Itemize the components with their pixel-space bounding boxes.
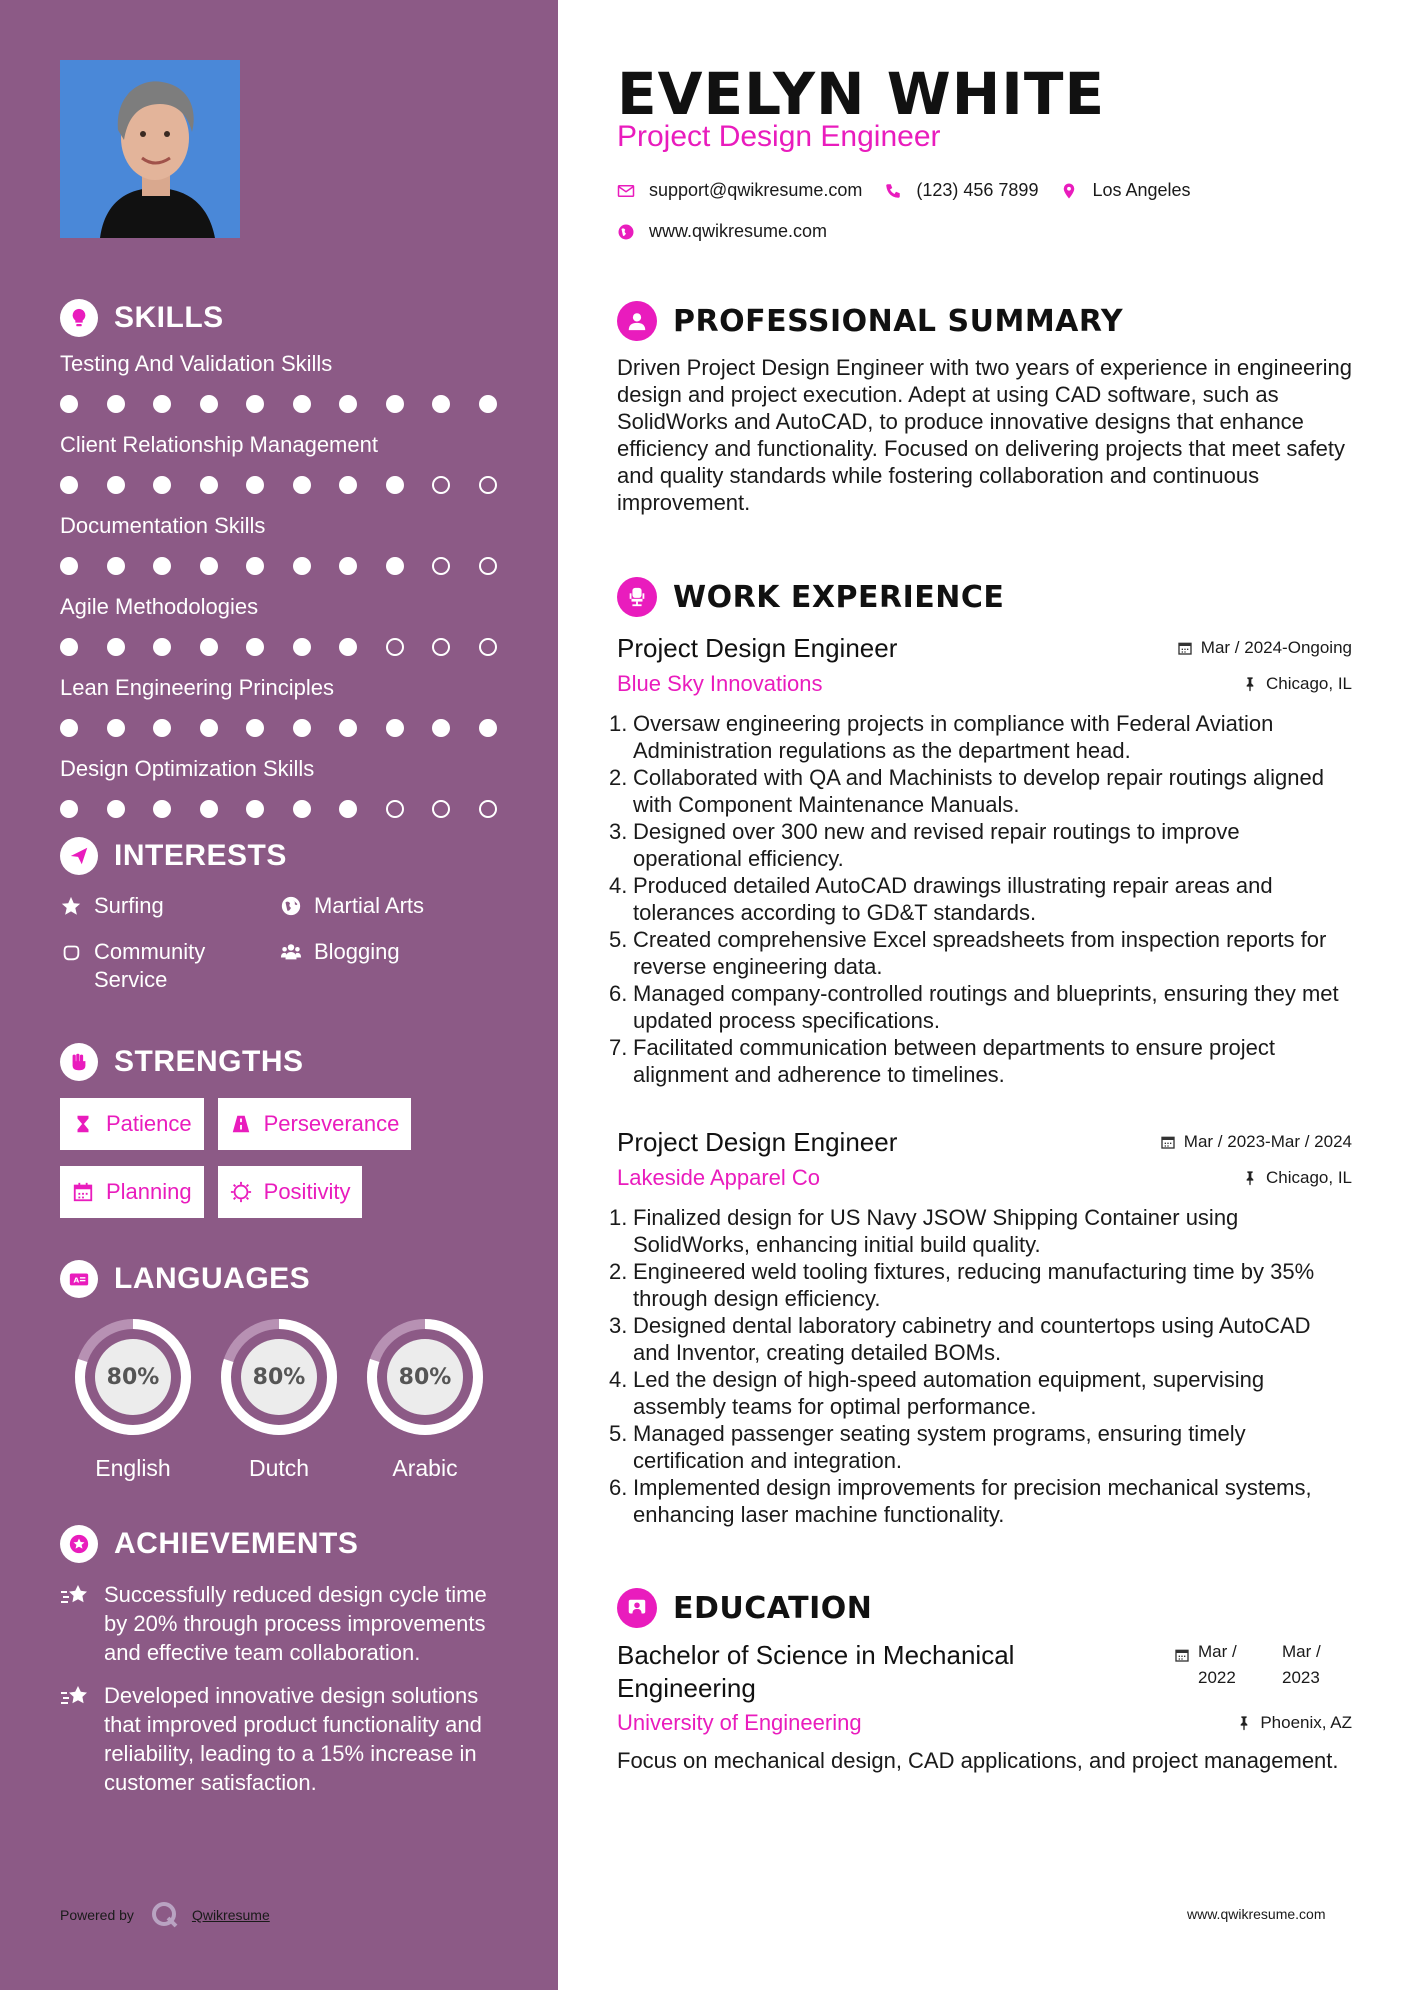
- language-percent: 80%: [252, 1364, 306, 1390]
- skill-rating: [60, 630, 510, 664]
- interest-label: Community Service: [94, 939, 206, 992]
- job-dates-text: Mar / 2024-Ongoing: [1200, 638, 1352, 657]
- job-company-row: [617, 666, 1352, 702]
- bullet-text: Engineered weld tooling fixtures, reducing manufacturing time by 35% through design efficiency.: [633, 1259, 1315, 1311]
- strength-label: Patience: [106, 1111, 192, 1136]
- rating-dot-filled: [200, 800, 218, 818]
- skill-item: [60, 430, 510, 502]
- bullet-text: Implemented design improvements for precision mechanical systems, enhancing laser machine functionality.: [633, 1475, 1312, 1527]
- languages-heading: [60, 1257, 510, 1301]
- education-heading: [617, 1585, 1352, 1631]
- education-description: Focus on mechanical design, CAD applications, and project management.: [617, 1748, 1339, 1773]
- rating-dot-empty: [432, 476, 450, 494]
- calendar-icon: [1174, 1647, 1190, 1663]
- job-bullets: [609, 710, 1352, 1088]
- bullet-text: Facilitated communication between departments to ensure project alignment and adherence to timelines.: [633, 1035, 1276, 1087]
- education-section: [617, 1585, 1352, 1774]
- pushpin-icon: [1242, 676, 1258, 692]
- job-bullet: [609, 980, 1352, 1034]
- job-bullet: [609, 872, 1352, 926]
- interest-label: Martial Arts: [314, 893, 425, 918]
- bullet-text: Led the design of high-speed automation equipment, supervising assembly teams for optimal performance.: [633, 1367, 1265, 1419]
- rating-dot-filled: [200, 476, 218, 494]
- interest-item: [280, 938, 500, 994]
- job-location: [1242, 1168, 1352, 1188]
- bullet-number: 6.: [609, 981, 628, 1006]
- job-header: [617, 1124, 1352, 1160]
- rating-dot-filled: [107, 395, 125, 413]
- bullet-number: 1.: [609, 711, 628, 736]
- language-icon: [60, 1260, 98, 1298]
- rating-dot-filled: [60, 719, 78, 737]
- bullet-number: 6.: [609, 1475, 628, 1500]
- job-bullet: [609, 1420, 1352, 1474]
- bullet-number: 5.: [609, 927, 628, 952]
- strength-label: Perseverance: [263, 1111, 400, 1136]
- rating-dot-filled: [107, 800, 125, 818]
- skill-rating: [60, 387, 510, 421]
- interest-label: Blogging: [314, 939, 400, 964]
- shooting-star-icon: [60, 1582, 90, 1610]
- calendar-icon: [72, 1181, 94, 1203]
- job-entry: [609, 1124, 1352, 1528]
- job-bullet: [609, 1258, 1352, 1312]
- bullet-number: 2.: [609, 1259, 628, 1284]
- rating-dot-empty: [479, 557, 497, 575]
- skill-name: Documentation Skills: [60, 513, 266, 538]
- website-text: www.qwikresume.com: [649, 221, 828, 241]
- job-title: Project Design Engineer: [617, 1126, 898, 1157]
- company-name: Lakeside Apparel Co: [617, 1165, 821, 1190]
- job-dates: [1177, 638, 1352, 658]
- skill-rating: [60, 468, 510, 502]
- rating-dot-filled: [60, 557, 78, 575]
- skill-name: Design Optimization Skills: [60, 756, 315, 781]
- contact-phone[interactable]: [884, 180, 1038, 201]
- company-name: Blue Sky Innovations: [617, 671, 823, 696]
- job-bullet: [609, 1474, 1352, 1528]
- rating-dot-filled: [386, 476, 404, 494]
- language-progress-ring: [363, 1315, 487, 1439]
- rating-dot-filled: [386, 557, 404, 575]
- rating-dot-filled: [293, 638, 311, 656]
- skill-item: [60, 673, 510, 745]
- interests-section: [60, 834, 510, 994]
- rating-dot-empty: [386, 638, 404, 656]
- skill-name: Testing And Validation Skills: [60, 351, 333, 376]
- summary-heading: [617, 298, 1352, 344]
- education-dates: [1174, 1639, 1352, 1705]
- bullet-text: Designed dental laboratory cabinetry and countertops using AutoCAD and Inventor, creating detailed BOMs.: [633, 1313, 1311, 1365]
- skill-name: Lean Engineering Principles: [60, 675, 334, 700]
- email-text: support@qwikresume.com: [649, 180, 863, 200]
- rating-dot-filled: [339, 395, 357, 413]
- achievements-section: [60, 1522, 510, 1797]
- education-end-date: Mar / 2023: [1282, 1642, 1321, 1687]
- candidate-name: EVELYN WHITE: [617, 60, 1106, 128]
- rating-dot-empty: [432, 638, 450, 656]
- location-text: Los Angeles: [1092, 180, 1191, 200]
- candidate-role: Project Design Engineer: [617, 120, 941, 153]
- interest-item: [60, 938, 280, 994]
- interest-item: [60, 892, 280, 920]
- contact-email[interactable]: [617, 180, 862, 201]
- rating-dot-filled: [386, 719, 404, 737]
- language-progress-ring: [71, 1315, 195, 1439]
- rating-dot-filled: [432, 719, 450, 737]
- rating-dot-filled: [339, 557, 357, 575]
- contact-location: [1060, 180, 1190, 201]
- skills-title: SKILLS: [114, 301, 224, 334]
- map-pin-icon: [1060, 182, 1078, 200]
- envelope-icon: [617, 182, 635, 200]
- school-location: [1236, 1713, 1352, 1733]
- job-title: Project Design Engineer: [617, 632, 898, 663]
- experience-section: [609, 574, 1352, 1528]
- rating-dot-filled: [153, 395, 171, 413]
- job-bullet: [609, 1204, 1352, 1258]
- bullet-text: Collaborated with QA and Machinists to develop repair routings aligned with Component Maintenance Manuals.: [633, 765, 1324, 817]
- skill-item: [60, 511, 510, 583]
- hand-icon: [60, 941, 82, 963]
- contact-row: [617, 180, 1213, 201]
- strength-chip: [60, 1098, 204, 1150]
- interests-list: [60, 892, 510, 994]
- summary-title: PROFESSIONAL SUMMARY: [673, 303, 1124, 339]
- lightbulb-icon: [60, 299, 98, 337]
- strengths-title: STRENGTHS: [114, 1045, 304, 1078]
- skill-name: Client Relationship Management: [60, 432, 378, 457]
- skill-rating: [60, 792, 510, 826]
- strength-label: Positivity: [263, 1179, 351, 1204]
- rating-dot-filled: [200, 719, 218, 737]
- rating-dot-filled: [153, 638, 171, 656]
- contact-row-web: [617, 221, 849, 242]
- rating-dot-filled: [153, 557, 171, 575]
- job-bullet: [609, 1034, 1352, 1088]
- strengths-list: [60, 1098, 510, 1218]
- rating-dot-filled: [246, 800, 264, 818]
- phone-icon: [884, 182, 902, 200]
- pushpin-icon: [1236, 1715, 1252, 1731]
- graduation-icon: [617, 1588, 657, 1628]
- rating-dot-filled: [107, 476, 125, 494]
- users-icon: [280, 941, 302, 963]
- portrait-image: [60, 60, 240, 238]
- job-bullet: [609, 926, 1352, 980]
- language-name: Arabic: [392, 1455, 458, 1481]
- job-entry: [609, 630, 1352, 1088]
- rating-dot-filled: [339, 719, 357, 737]
- achievement-text: Successfully reduced design cycle time by 20% through process improvements and effective team collaboration.: [104, 1582, 487, 1665]
- bullet-number: 3.: [609, 819, 628, 844]
- job-bullet: [609, 818, 1352, 872]
- rating-dot-filled: [339, 638, 357, 656]
- rating-dot-filled: [60, 800, 78, 818]
- rating-dot-filled: [246, 476, 264, 494]
- rating-dot-empty: [432, 557, 450, 575]
- calendar-icon: [1177, 640, 1193, 656]
- sun-icon: [230, 1181, 252, 1203]
- bullet-number: 4.: [609, 1367, 628, 1392]
- bullet-number: 1.: [609, 1205, 628, 1230]
- calendar-icon: [1160, 1134, 1176, 1150]
- rating-dot-filled: [386, 395, 404, 413]
- rating-dot-filled: [153, 476, 171, 494]
- bullet-number: 4.: [609, 873, 628, 898]
- language-percent: 80%: [398, 1364, 452, 1390]
- rating-dot-filled: [200, 557, 218, 575]
- skill-item: [60, 349, 510, 421]
- sidebar: [0, 0, 558, 1990]
- achievement-text: Developed innovative design solutions that improved product functionality and reliability, leading to a 15% increase in customer satisfaction.: [104, 1683, 482, 1795]
- education-school-row: [617, 1705, 1352, 1741]
- rating-dot-empty: [479, 800, 497, 818]
- bullet-number: 2.: [609, 765, 628, 790]
- shooting-star-icon: [60, 1683, 90, 1711]
- experience-title: WORK EXPERIENCE: [673, 579, 1005, 615]
- rating-dot-filled: [246, 719, 264, 737]
- rating-dot-filled: [107, 638, 125, 656]
- globe-icon: [280, 895, 302, 917]
- qwikresume-logo-icon: [150, 1900, 180, 1930]
- bullet-text: Finalized design for US Navy JSOW Shipping Container using SolidWorks, enhancing initial build quality.: [633, 1205, 1239, 1257]
- interest-item: [280, 892, 500, 920]
- job-bullets: [609, 1204, 1352, 1528]
- rating-dot-filled: [153, 719, 171, 737]
- achievement-item: [60, 1580, 510, 1667]
- rating-dot-filled: [432, 395, 450, 413]
- rating-dot-filled: [479, 395, 497, 413]
- strength-chip: [218, 1098, 412, 1150]
- job-bullet: [609, 1312, 1352, 1366]
- strength-chip: [60, 1166, 204, 1218]
- rating-dot-filled: [60, 395, 78, 413]
- skill-rating: [60, 711, 510, 745]
- bullet-text: Oversaw engineering projects in compliance with Federal Aviation Administration regulations as the department head.: [633, 711, 1274, 763]
- education-start-date: Mar / 2022: [1198, 1642, 1237, 1687]
- job-dates-text: Mar / 2023-Mar / 2024: [1183, 1132, 1352, 1151]
- hourglass-icon: [72, 1113, 94, 1135]
- strength-label: Planning: [106, 1179, 192, 1204]
- job-location-text: Chicago, IL: [1266, 1168, 1352, 1187]
- rating-dot-filled: [200, 395, 218, 413]
- paper-plane-icon: [60, 837, 98, 875]
- experience-heading: [617, 574, 1352, 620]
- profile-photo: [60, 60, 240, 238]
- bullet-number: 5.: [609, 1421, 628, 1446]
- rating-dot-filled: [200, 638, 218, 656]
- phone-text: (123) 456 7899: [916, 180, 1039, 200]
- bullet-text: Designed over 300 new and revised repair routings to improve operational efficiency.: [633, 819, 1240, 871]
- strengths-section: [60, 1040, 510, 1218]
- rating-dot-filled: [293, 476, 311, 494]
- rating-dot-filled: [60, 638, 78, 656]
- language-item: [206, 1315, 352, 1482]
- bullet-text: Produced detailed AutoCAD drawings illustrating repair areas and tolerances according to GD&T standards.: [633, 873, 1273, 925]
- rating-dot-filled: [107, 719, 125, 737]
- strengths-heading: [60, 1040, 510, 1084]
- rating-dot-filled: [293, 719, 311, 737]
- rating-dot-filled: [339, 476, 357, 494]
- language-name: English: [95, 1455, 171, 1481]
- award-star-icon: [60, 1525, 98, 1563]
- rating-dot-filled: [293, 557, 311, 575]
- bullet-number: 3.: [609, 1313, 628, 1338]
- languages-list: [60, 1315, 510, 1482]
- skill-name: Agile Methodologies: [60, 594, 259, 619]
- footer-website-link[interactable]: www.qwikresume.com: [1187, 1906, 1326, 1922]
- jobs-list: [609, 630, 1352, 1528]
- job-location: [1242, 674, 1352, 694]
- rating-dot-filled: [153, 800, 171, 818]
- job-dates: [1160, 1132, 1352, 1152]
- job-location-text: Chicago, IL: [1266, 674, 1352, 693]
- rating-dot-filled: [293, 395, 311, 413]
- job-company-row: [617, 1160, 1352, 1196]
- bullet-text: Managed passenger seating system programs, ensuring timely certification and integration.: [633, 1421, 1246, 1473]
- education-title: EDUCATION: [673, 1590, 873, 1626]
- interests-title: INTERESTS: [114, 839, 287, 872]
- rating-dot-filled: [479, 719, 497, 737]
- strength-chip: [218, 1166, 363, 1218]
- rating-dot-filled: [107, 557, 125, 575]
- skills-section: [60, 296, 510, 826]
- user-icon: [617, 301, 657, 341]
- interest-label: Surfing: [94, 893, 164, 918]
- rating-dot-filled: [246, 557, 264, 575]
- rating-dot-empty: [479, 638, 497, 656]
- interests-heading: [60, 834, 510, 878]
- skills-list: [60, 349, 510, 826]
- language-item: [352, 1315, 498, 1482]
- language-progress-ring: [217, 1315, 341, 1439]
- degree-title: Bachelor of Science in Mechanical Engineering: [617, 1640, 1015, 1703]
- skills-heading: [60, 296, 510, 340]
- fist-icon: [60, 1043, 98, 1081]
- achievements-heading: [60, 1522, 510, 1566]
- rating-dot-filled: [60, 476, 78, 494]
- skill-item: [60, 592, 510, 664]
- qwikresume-link[interactable]: Qwikresume: [191, 1907, 270, 1923]
- education-header: [617, 1639, 1352, 1705]
- school-name: University of Engineering: [617, 1710, 862, 1735]
- rating-dot-empty: [386, 800, 404, 818]
- chair-icon: [617, 577, 657, 617]
- language-item: [60, 1315, 206, 1482]
- powered-by: [60, 1900, 270, 1930]
- road-icon: [230, 1113, 252, 1135]
- job-bullet: [609, 710, 1352, 764]
- rating-dot-filled: [246, 395, 264, 413]
- bullet-text: Managed company-controlled routings and blueprints, ensuring they met updated process specifications.: [633, 981, 1339, 1033]
- language-name: Dutch: [248, 1455, 310, 1481]
- job-bullet: [609, 764, 1352, 818]
- rating-dot-filled: [293, 800, 311, 818]
- rating-dot-empty: [479, 476, 497, 494]
- achievement-item: [60, 1681, 510, 1797]
- summary-text: Driven Project Design Engineer with two years of experience in engineering design and project execution. Adept at using CAD software, such as SolidWorks and AutoCAD, to produce innovative designs that enhance efficiency and functionality. Focused on delivering projects that meet safety and quality standards while fostering collaboration and continuous improvement.: [617, 355, 1352, 515]
- languages-section: [60, 1257, 510, 1482]
- contact-website[interactable]: [617, 221, 827, 242]
- achievements-title: ACHIEVEMENTS: [114, 1527, 359, 1560]
- skill-item: [60, 754, 510, 826]
- job-header: [617, 630, 1352, 666]
- summary-section: [617, 298, 1352, 516]
- bullet-number: 7.: [609, 1035, 628, 1060]
- pushpin-icon: [1242, 1170, 1258, 1186]
- bullet-text: Created comprehensive Excel spreadsheets from inspection reports for reverse engineering data.: [633, 927, 1327, 979]
- rating-dot-filled: [246, 638, 264, 656]
- skill-rating: [60, 549, 510, 583]
- svg-text:A: A: [73, 1275, 80, 1285]
- languages-title: LANGUAGES: [114, 1262, 311, 1295]
- star-icon: [60, 895, 82, 917]
- rating-dot-empty: [432, 800, 450, 818]
- school-location-text: Phoenix, AZ: [1260, 1713, 1352, 1732]
- rating-dot-filled: [339, 800, 357, 818]
- powered-by-label: Powered by: [60, 1907, 134, 1923]
- globe-icon: [617, 223, 635, 241]
- job-bullet: [609, 1366, 1352, 1420]
- language-percent: 80%: [106, 1364, 160, 1390]
